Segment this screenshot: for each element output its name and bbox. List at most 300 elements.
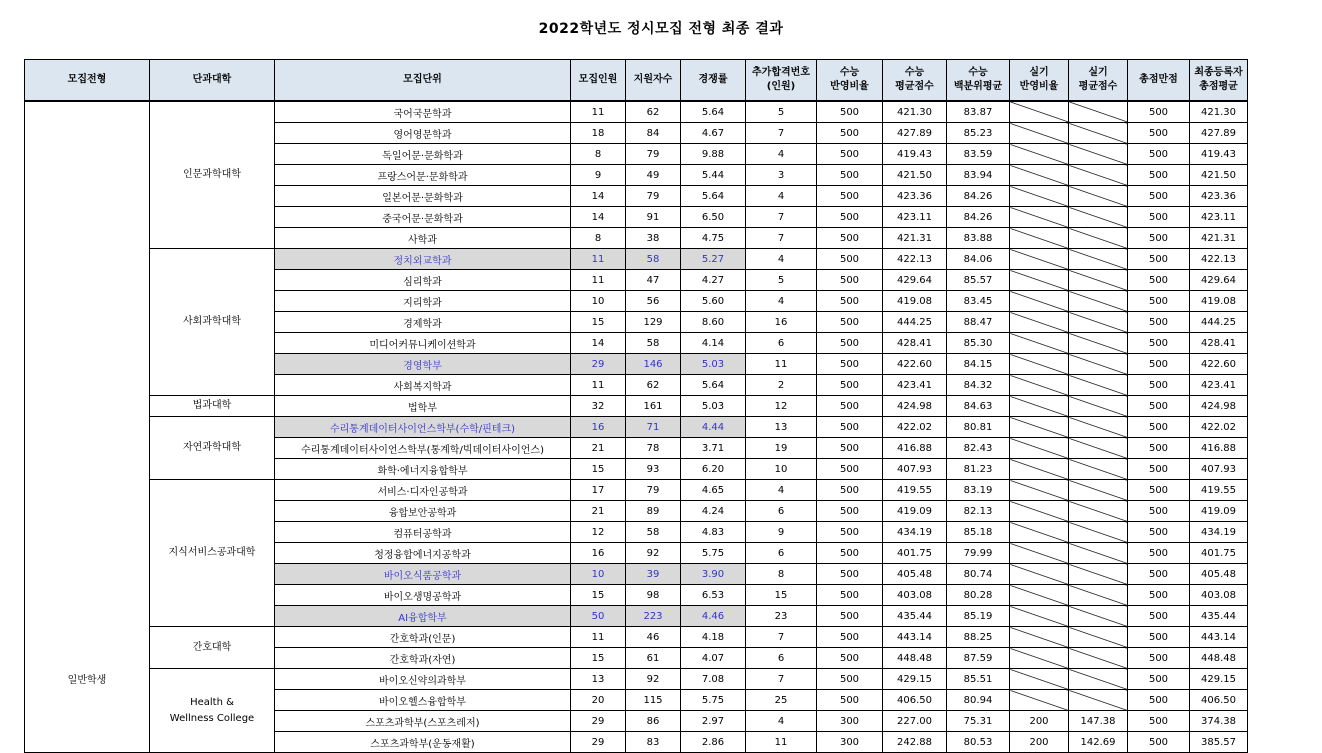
sat-avg-cell: 422.13: [883, 249, 947, 270]
waitlist-cell: 8: [746, 564, 817, 585]
total-cell: 500: [1128, 333, 1190, 354]
total-cell: 500: [1128, 249, 1190, 270]
prac-weight-cell: [1010, 165, 1069, 186]
final-avg-cell: 374.38: [1190, 711, 1248, 732]
final-avg-cell: 421.50: [1190, 165, 1248, 186]
prac-avg-cell: [1069, 480, 1128, 501]
pct-avg-cell: 80.74: [947, 564, 1010, 585]
applicants-cell: 62: [626, 375, 681, 396]
unit-cell: 청정융합에너지공학과: [275, 543, 571, 564]
waitlist-cell: 6: [746, 543, 817, 564]
sat-weight-cell: 500: [817, 585, 883, 606]
applicants-cell: 92: [626, 543, 681, 564]
applicants-cell: 86: [626, 711, 681, 732]
applicants-cell: 62: [626, 101, 681, 123]
header-quota: 모집인원: [571, 60, 626, 102]
waitlist-cell: 25: [746, 690, 817, 711]
prac-avg-cell: [1069, 417, 1128, 438]
quota-cell: 15: [571, 312, 626, 333]
quota-cell: 20: [571, 690, 626, 711]
final-avg-cell: 443.14: [1190, 627, 1248, 648]
total-cell: 500: [1128, 144, 1190, 165]
sat-weight-cell: 500: [817, 501, 883, 522]
unit-cell: 수리통계데이터사이언스학부(통계학/빅데이터사이언스): [275, 438, 571, 459]
applicants-cell: 58: [626, 249, 681, 270]
prac-weight-cell: [1010, 564, 1069, 585]
sat-weight-cell: 500: [817, 207, 883, 228]
ratio-cell: 8.60: [681, 312, 746, 333]
prac-weight-cell: [1010, 333, 1069, 354]
pct-avg-cell: 80.81: [947, 417, 1010, 438]
unit-cell: 바이오식품공학과: [275, 564, 571, 585]
sat-weight-cell: 500: [817, 333, 883, 354]
waitlist-cell: 4: [746, 249, 817, 270]
prac-weight-cell: [1010, 648, 1069, 669]
ratio-cell: 5.03: [681, 354, 746, 375]
prac-avg-cell: [1069, 291, 1128, 312]
final-avg-cell: 385.57: [1190, 732, 1248, 753]
pct-avg-cell: 88.25: [947, 627, 1010, 648]
pct-avg-cell: 83.88: [947, 228, 1010, 249]
header-waitlist: 추가합격번호 (인원): [746, 60, 817, 102]
prac-avg-cell: [1069, 501, 1128, 522]
unit-cell: 간호학과(인문): [275, 627, 571, 648]
ratio-cell: 5.75: [681, 543, 746, 564]
quota-cell: 15: [571, 459, 626, 480]
prac-weight-cell: [1010, 249, 1069, 270]
prac-avg-cell: [1069, 543, 1128, 564]
ratio-cell: 5.75: [681, 690, 746, 711]
unit-cell: 법학부: [275, 396, 571, 417]
prac-avg-cell: [1069, 249, 1128, 270]
pct-avg-cell: 83.45: [947, 291, 1010, 312]
prac-avg-cell: 142.69: [1069, 732, 1128, 753]
pct-avg-cell: 82.43: [947, 438, 1010, 459]
sat-weight-cell: 300: [817, 711, 883, 732]
waitlist-cell: 12: [746, 396, 817, 417]
pct-avg-cell: 80.94: [947, 690, 1010, 711]
waitlist-cell: 7: [746, 627, 817, 648]
applicants-cell: 83: [626, 732, 681, 753]
waitlist-cell: 4: [746, 291, 817, 312]
pct-avg-cell: 85.23: [947, 123, 1010, 144]
sat-avg-cell: 429.64: [883, 270, 947, 291]
table-row: [25, 417, 1248, 438]
final-avg-cell: 422.02: [1190, 417, 1248, 438]
waitlist-cell: 6: [746, 648, 817, 669]
pct-avg-cell: 85.18: [947, 522, 1010, 543]
table-row: [25, 480, 1248, 501]
table-row: [25, 627, 1248, 648]
total-cell: 500: [1128, 396, 1190, 417]
applicants-cell: 129: [626, 312, 681, 333]
waitlist-cell: 10: [746, 459, 817, 480]
unit-cell: 컴퓨터공학과: [275, 522, 571, 543]
header-final-avg: 최종등록자 총점평균: [1190, 60, 1248, 102]
total-cell: 500: [1128, 438, 1190, 459]
pct-avg-cell: 85.19: [947, 606, 1010, 627]
sat-weight-cell: 500: [817, 522, 883, 543]
quota-cell: 10: [571, 291, 626, 312]
prac-avg-cell: [1069, 354, 1128, 375]
prac-weight-cell: 200: [1010, 711, 1069, 732]
sat-weight-cell: 500: [817, 543, 883, 564]
sat-avg-cell: 227.00: [883, 711, 947, 732]
quota-cell: 17: [571, 480, 626, 501]
waitlist-cell: 7: [746, 228, 817, 249]
results-table: [24, 59, 1248, 753]
sat-weight-cell: 500: [817, 144, 883, 165]
sat-weight-cell: 500: [817, 606, 883, 627]
pct-avg-cell: 87.59: [947, 648, 1010, 669]
prac-weight-cell: [1010, 522, 1069, 543]
pct-avg-cell: 83.19: [947, 480, 1010, 501]
applicants-cell: 79: [626, 480, 681, 501]
applicants-cell: 39: [626, 564, 681, 585]
unit-cell: 심리학과: [275, 270, 571, 291]
unit-cell: 서비스·디자인공학과: [275, 480, 571, 501]
ratio-cell: 5.60: [681, 291, 746, 312]
prac-avg-cell: [1069, 123, 1128, 144]
pct-avg-cell: 88.47: [947, 312, 1010, 333]
unit-cell: 정치외교학과: [275, 249, 571, 270]
ratio-cell: 5.64: [681, 375, 746, 396]
page-title: 2022학년도 정시모집 전형 최종 결과: [538, 21, 784, 37]
prac-weight-cell: [1010, 312, 1069, 333]
applicants-cell: 146: [626, 354, 681, 375]
final-avg-cell: 427.89: [1190, 123, 1248, 144]
applicants-cell: 58: [626, 522, 681, 543]
applicants-cell: 84: [626, 123, 681, 144]
waitlist-cell: 7: [746, 207, 817, 228]
prac-weight-cell: [1010, 375, 1069, 396]
ratio-cell: 2.97: [681, 711, 746, 732]
prac-avg-cell: [1069, 270, 1128, 291]
waitlist-cell: 7: [746, 123, 817, 144]
applicants-cell: 78: [626, 438, 681, 459]
table-row: [25, 396, 1248, 417]
prac-avg-cell: [1069, 207, 1128, 228]
unit-cell: 바이오생명공학과: [275, 585, 571, 606]
waitlist-cell: 4: [746, 186, 817, 207]
total-cell: 500: [1128, 585, 1190, 606]
final-avg-cell: 444.25: [1190, 312, 1248, 333]
ratio-cell: 9.88: [681, 144, 746, 165]
unit-cell: 융합보안공학과: [275, 501, 571, 522]
sat-weight-cell: 500: [817, 354, 883, 375]
prac-avg-cell: [1069, 690, 1128, 711]
table-row: [25, 101, 1248, 123]
sat-weight-cell: 300: [817, 732, 883, 753]
unit-cell: 경영학부: [275, 354, 571, 375]
sat-avg-cell: 419.43: [883, 144, 947, 165]
sat-avg-cell: 242.88: [883, 732, 947, 753]
unit-cell: 스포츠과학부(스포츠레저): [275, 711, 571, 732]
final-avg-cell: 423.41: [1190, 375, 1248, 396]
ratio-cell: 3.71: [681, 438, 746, 459]
final-avg-cell: 419.43: [1190, 144, 1248, 165]
unit-cell: 사학과: [275, 228, 571, 249]
prac-avg-cell: [1069, 165, 1128, 186]
applicants-cell: 93: [626, 459, 681, 480]
prac-weight-cell: [1010, 627, 1069, 648]
ratio-cell: 4.44: [681, 417, 746, 438]
ratio-cell: 4.65: [681, 480, 746, 501]
sat-avg-cell: 401.75: [883, 543, 947, 564]
final-avg-cell: 419.09: [1190, 501, 1248, 522]
waitlist-cell: 23: [746, 606, 817, 627]
header-unit: 모집단위: [275, 60, 571, 102]
table-row: [25, 249, 1248, 270]
sat-weight-cell: 500: [817, 627, 883, 648]
pct-avg-cell: 84.26: [947, 186, 1010, 207]
prac-weight-cell: [1010, 585, 1069, 606]
quota-cell: 11: [571, 270, 626, 291]
sat-avg-cell: 435.44: [883, 606, 947, 627]
waitlist-cell: 4: [746, 144, 817, 165]
prac-weight-cell: [1010, 459, 1069, 480]
unit-cell: 간호학과(자연): [275, 648, 571, 669]
applicants-cell: 46: [626, 627, 681, 648]
pct-avg-cell: 84.32: [947, 375, 1010, 396]
total-cell: 500: [1128, 101, 1190, 123]
total-cell: 500: [1128, 165, 1190, 186]
sat-avg-cell: 419.08: [883, 291, 947, 312]
quota-cell: 15: [571, 648, 626, 669]
sat-avg-cell: 419.09: [883, 501, 947, 522]
total-cell: 500: [1128, 543, 1190, 564]
sat-avg-cell: 406.50: [883, 690, 947, 711]
waitlist-cell: 6: [746, 333, 817, 354]
total-cell: 500: [1128, 459, 1190, 480]
prac-avg-cell: [1069, 186, 1128, 207]
quota-cell: 16: [571, 543, 626, 564]
pct-avg-cell: 85.51: [947, 669, 1010, 690]
applicants-cell: 58: [626, 333, 681, 354]
unit-cell: 일본어문·문화학과: [275, 186, 571, 207]
final-avg-cell: 435.44: [1190, 606, 1248, 627]
waitlist-cell: 4: [746, 480, 817, 501]
prac-avg-cell: [1069, 585, 1128, 606]
sat-weight-cell: 500: [817, 375, 883, 396]
prac-weight-cell: [1010, 669, 1069, 690]
final-avg-cell: 405.48: [1190, 564, 1248, 585]
final-avg-cell: 407.93: [1190, 459, 1248, 480]
sat-weight-cell: 500: [817, 312, 883, 333]
waitlist-cell: 7: [746, 669, 817, 690]
total-cell: 500: [1128, 312, 1190, 333]
prac-avg-cell: [1069, 396, 1128, 417]
unit-cell: 중국어문·문화학과: [275, 207, 571, 228]
pct-avg-cell: 84.63: [947, 396, 1010, 417]
unit-cell: 지리학과: [275, 291, 571, 312]
header-admission-type: 모집전형: [25, 60, 150, 102]
waitlist-cell: 4: [746, 711, 817, 732]
final-avg-cell: 419.08: [1190, 291, 1248, 312]
sat-avg-cell: 428.41: [883, 333, 947, 354]
prac-avg-cell: [1069, 606, 1128, 627]
waitlist-cell: 11: [746, 354, 817, 375]
pct-avg-cell: 85.57: [947, 270, 1010, 291]
ratio-cell: 4.75: [681, 228, 746, 249]
final-avg-cell: 429.64: [1190, 270, 1248, 291]
total-cell: 500: [1128, 522, 1190, 543]
sat-weight-cell: 500: [817, 417, 883, 438]
quota-cell: 11: [571, 249, 626, 270]
pct-avg-cell: 85.30: [947, 333, 1010, 354]
unit-cell: 프랑스어문·문화학과: [275, 165, 571, 186]
pct-avg-cell: 80.28: [947, 585, 1010, 606]
pct-avg-cell: 75.31: [947, 711, 1010, 732]
applicants-cell: 79: [626, 144, 681, 165]
total-cell: 500: [1128, 711, 1190, 732]
college-law: 법과대학: [150, 396, 275, 417]
waitlist-cell: 16: [746, 312, 817, 333]
prac-weight-cell: [1010, 480, 1069, 501]
quota-cell: 21: [571, 501, 626, 522]
sat-weight-cell: 500: [817, 669, 883, 690]
sat-weight-cell: 500: [817, 186, 883, 207]
ratio-cell: 2.86: [681, 732, 746, 753]
prac-weight-cell: [1010, 228, 1069, 249]
unit-cell: 국어국문학과: [275, 101, 571, 123]
final-avg-cell: 421.31: [1190, 228, 1248, 249]
sat-weight-cell: 500: [817, 270, 883, 291]
quota-cell: 16: [571, 417, 626, 438]
prac-avg-cell: [1069, 312, 1128, 333]
unit-cell: 사회복지학과: [275, 375, 571, 396]
total-cell: 500: [1128, 186, 1190, 207]
header-sat-weight: 수능 반영비율: [817, 60, 883, 102]
unit-cell: 경제학과: [275, 312, 571, 333]
pct-avg-cell: 81.23: [947, 459, 1010, 480]
final-avg-cell: 423.36: [1190, 186, 1248, 207]
prac-avg-cell: [1069, 648, 1128, 669]
final-avg-cell: 429.15: [1190, 669, 1248, 690]
sat-avg-cell: 423.11: [883, 207, 947, 228]
prac-weight-cell: [1010, 690, 1069, 711]
sat-avg-cell: 448.48: [883, 648, 947, 669]
total-cell: 500: [1128, 690, 1190, 711]
waitlist-cell: 5: [746, 270, 817, 291]
total-cell: 500: [1128, 648, 1190, 669]
quota-cell: 8: [571, 228, 626, 249]
sat-avg-cell: 405.48: [883, 564, 947, 585]
sat-weight-cell: 500: [817, 459, 883, 480]
total-cell: 500: [1128, 270, 1190, 291]
header-prac-avg: 실기 평균점수: [1069, 60, 1128, 102]
final-avg-cell: 434.19: [1190, 522, 1248, 543]
header-prac-weight: 실기 반영비율: [1010, 60, 1069, 102]
sat-weight-cell: 500: [817, 165, 883, 186]
total-cell: 500: [1128, 207, 1190, 228]
pct-avg-cell: 84.06: [947, 249, 1010, 270]
prac-avg-cell: [1069, 564, 1128, 585]
waitlist-cell: 11: [746, 732, 817, 753]
total-cell: 500: [1128, 669, 1190, 690]
sat-avg-cell: 407.93: [883, 459, 947, 480]
quota-cell: 21: [571, 438, 626, 459]
quota-cell: 50: [571, 606, 626, 627]
final-avg-cell: 422.13: [1190, 249, 1248, 270]
total-cell: 500: [1128, 627, 1190, 648]
waitlist-cell: 15: [746, 585, 817, 606]
sat-weight-cell: 500: [817, 480, 883, 501]
college-natural-sciences: 자연과학대학: [150, 417, 275, 480]
final-avg-cell: 448.48: [1190, 648, 1248, 669]
sat-avg-cell: 423.41: [883, 375, 947, 396]
college-health-wellness: Health & Wellness College: [150, 669, 275, 753]
quota-cell: 13: [571, 669, 626, 690]
final-avg-cell: 401.75: [1190, 543, 1248, 564]
ratio-cell: 5.03: [681, 396, 746, 417]
sat-avg-cell: 416.88: [883, 438, 947, 459]
prac-avg-cell: [1069, 438, 1128, 459]
prac-avg-cell: [1069, 669, 1128, 690]
sat-weight-cell: 500: [817, 438, 883, 459]
ratio-cell: 4.24: [681, 501, 746, 522]
prac-weight-cell: [1010, 606, 1069, 627]
applicants-cell: 56: [626, 291, 681, 312]
ratio-cell: 7.08: [681, 669, 746, 690]
total-cell: 500: [1128, 228, 1190, 249]
unit-cell: 독일어문·문화학과: [275, 144, 571, 165]
ratio-cell: 6.50: [681, 207, 746, 228]
ratio-cell: 3.90: [681, 564, 746, 585]
applicants-cell: 89: [626, 501, 681, 522]
prac-weight-cell: [1010, 270, 1069, 291]
waitlist-cell: 2: [746, 375, 817, 396]
prac-weight-cell: [1010, 144, 1069, 165]
prac-weight-cell: [1010, 123, 1069, 144]
ratio-cell: 6.20: [681, 459, 746, 480]
applicants-cell: 47: [626, 270, 681, 291]
prac-avg-cell: 147.38: [1069, 711, 1128, 732]
header-applicants: 지원자수: [626, 60, 681, 102]
applicants-cell: 61: [626, 648, 681, 669]
pct-avg-cell: 80.53: [947, 732, 1010, 753]
applicants-cell: 223: [626, 606, 681, 627]
waitlist-cell: 6: [746, 501, 817, 522]
quota-cell: 29: [571, 711, 626, 732]
prac-avg-cell: [1069, 228, 1128, 249]
unit-cell: 바이오신약의과학부: [275, 669, 571, 690]
sat-avg-cell: 419.55: [883, 480, 947, 501]
applicants-cell: 161: [626, 396, 681, 417]
sat-avg-cell: 422.60: [883, 354, 947, 375]
quota-cell: 14: [571, 207, 626, 228]
header-ratio: 경쟁률: [681, 60, 746, 102]
quota-cell: 9: [571, 165, 626, 186]
sat-avg-cell: 421.50: [883, 165, 947, 186]
header-pct-avg: 수능 백분위평균: [947, 60, 1010, 102]
quota-cell: 10: [571, 564, 626, 585]
sat-avg-cell: 443.14: [883, 627, 947, 648]
prac-weight-cell: [1010, 207, 1069, 228]
header-sat-avg: 수능 평균점수: [883, 60, 947, 102]
prac-weight-cell: [1010, 417, 1069, 438]
final-avg-cell: 424.98: [1190, 396, 1248, 417]
total-cell: 500: [1128, 291, 1190, 312]
total-cell: 500: [1128, 417, 1190, 438]
final-avg-cell: 416.88: [1190, 438, 1248, 459]
unit-cell: AI융합학부: [275, 606, 571, 627]
prac-avg-cell: [1069, 333, 1128, 354]
sat-weight-cell: 500: [817, 228, 883, 249]
college-social-sciences: 사회과학대학: [150, 249, 275, 396]
total-cell: 500: [1128, 606, 1190, 627]
college-nursing: 간호대학: [150, 627, 275, 669]
